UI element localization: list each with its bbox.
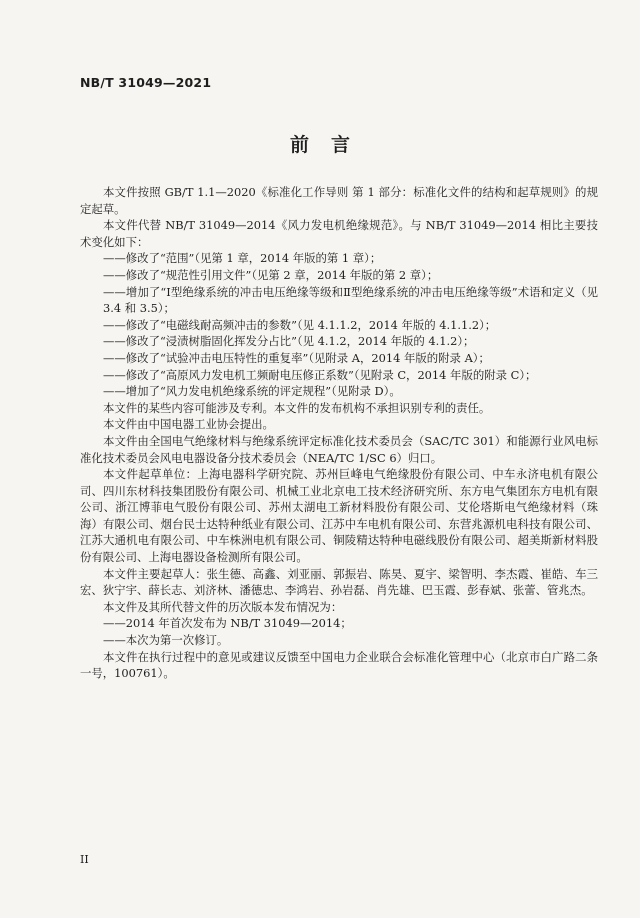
change-item: ——修改了“试验冲击电压特性的重复率”（见附录 A，2014 年版的附录 A）； xyxy=(103,350,490,365)
paragraph-proposer: 本文件由中国电器工业协会提出。 xyxy=(103,417,274,432)
page-number: II xyxy=(80,853,89,866)
history-item: ——2014 年首次发布为 NB/T 31049—2014； xyxy=(103,616,352,631)
change-item: ——修改了“高原风力发电机工频耐电压修正系数”（见附录 C，2014 年版的附录 C）； xyxy=(103,367,537,382)
change-item: ——修改了“电磁线耐高频冲击的参数”（见 4.1.1.2，2014 年版的 4.1.1.2）； xyxy=(103,317,497,332)
change-item: ——修改了“浸渍树脂固化挥发分占比”（见 4.1.2，2014 年版的 4.1.2）； xyxy=(103,334,475,349)
foreword-body xyxy=(80,184,598,682)
history-item: ——本次为第一次修订。 xyxy=(103,633,229,648)
paragraph-drafting-units: 本文件起草单位：上海电器科学研究院、苏州巨峰电气绝缘股份有限公司、中车永济电机有限公司、四川东材科技集团股份有限公司、机械工业北京电工技术经济研究所、东方电气集团东方电机有限公司、浙江博菲电气股份有限公司、苏州太湖电工新材料股份有限公司、艾伦塔斯电气绝缘材料（珠海）有限公司、烟台民士达特种纸业有限公司、江苏中车电机有限公司、东营兆源机电科技有限公司、江苏大通机电有限公司、中车株洲电机有限公司、铜陵精达特种电磁线股份有限公司、超美斯新材料股份有限公司、上海电器设备检测所有限公司。 xyxy=(80,467,598,565)
change-item: ——增加了“风力发电机绝缘系统的评定规程”（见附录 D）。 xyxy=(103,384,401,399)
paragraph-drafters: 本文件主要起草人：张生德、高鑫、刘亚丽、郭振岩、陈昊、夏宇、梁智明、李杰霞、崔皓、车三宏、狄宁宇、薛长志、刘济林、潘德忠、李鸿岩、孙岩磊、肖先雄、巴玉霞、彭春斌、张蕾、管兆杰。 xyxy=(80,566,598,598)
paragraph-replaces: 本文件代替 NB/T 31049—2014《风力发电机绝缘规范》。与 NB/T 31049—2014 相比主要技术变化如下： xyxy=(80,218,598,249)
paragraph-feedback: 本文件在执行过程中的意见或建议反馈至中国电力企业联合会标准化管理中心（北京市白广路二条一号，100761）。 xyxy=(80,649,598,681)
paragraph-history-intro: 本文件及其所代替文件的历次版本发布情况为： xyxy=(103,599,343,614)
change-item: ——修改了“范围”（见第 1 章，2014 年版的第 1 章）； xyxy=(103,251,382,266)
change-item: ——增加了“Ⅰ型绝缘系统的冲击电压绝缘等级和Ⅱ型绝缘系统的冲击电压绝缘等级”术语和定义（见 3.4 和 3.5）； xyxy=(103,284,598,316)
page-title: 前言 xyxy=(289,134,372,156)
document-id: NB/T 31049—2021 xyxy=(80,75,212,90)
change-item: ——修改了“规范性引用文件”（见第 2 章，2014 年版的第 2 章）； xyxy=(103,267,439,282)
paragraph-drafting-rules: 本文件按照 GB/T 1.1—2020《标准化工作导则 第 1 部分：标准化文件的结构和起草规则》的规定起草。 xyxy=(80,185,598,216)
paragraph-patent-note: 本文件的某些内容可能涉及专利。本文件的发布机构不承担识别专利的责任。 xyxy=(103,400,491,415)
paragraph-centralized: 本文件由全国电气绝缘材料与绝缘系统评定标准化技术委员会（SAC/TC 301）和能源行业风电标准化技术委员会风电电器设备分技术委员会（NEA/TC 1/SC 6）归口。 xyxy=(80,433,598,465)
